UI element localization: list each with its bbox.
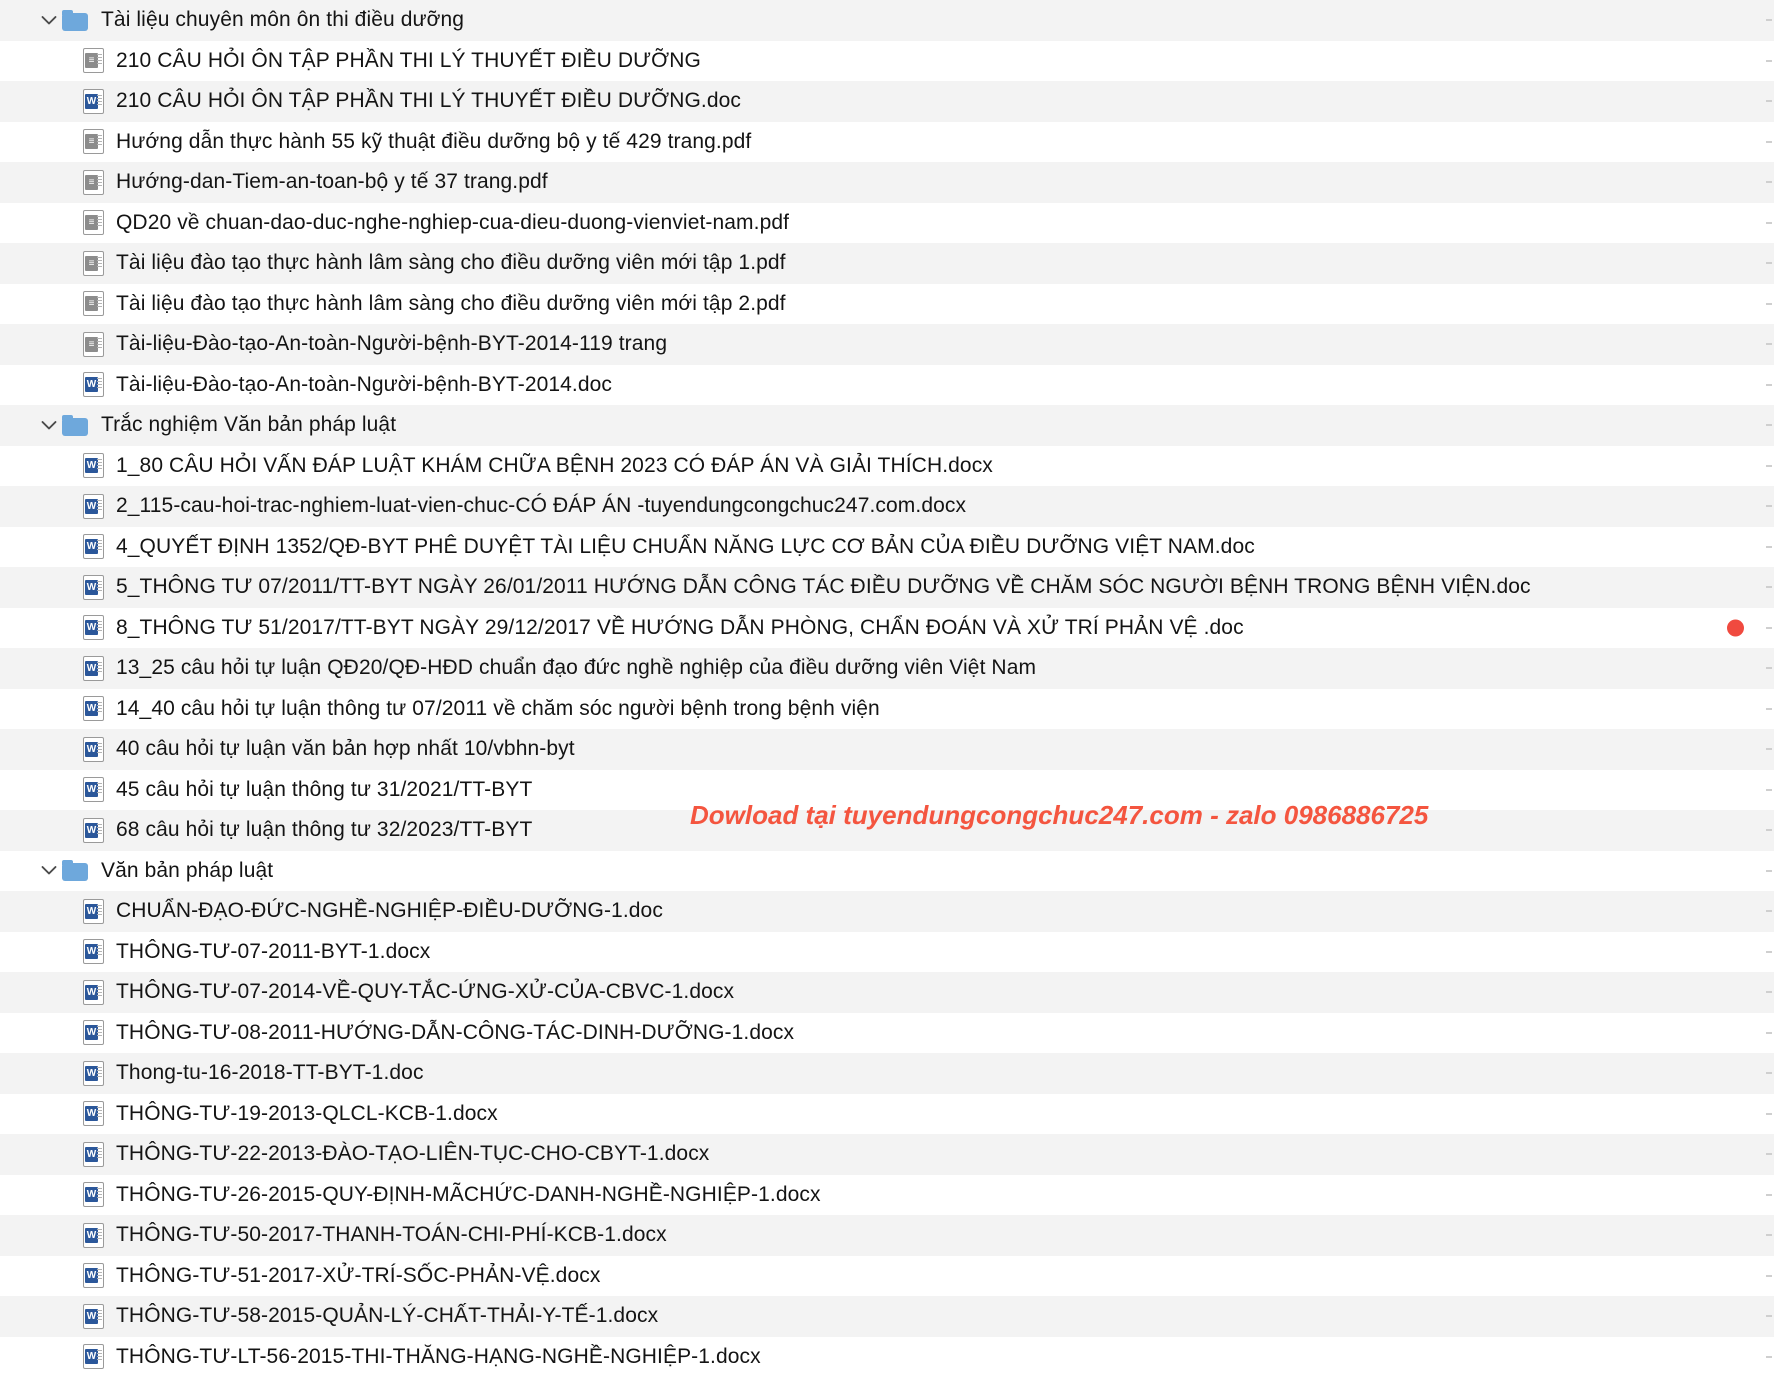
file-name-label: THÔNG-TƯ-19-2013-QLCL-KCB-1.docx [116,1101,498,1125]
row-edge-mark [1766,141,1772,143]
row-edge-mark [1766,667,1772,669]
row-edge-mark [1766,910,1772,912]
row-edge-mark [1766,384,1772,386]
watermark-text: Dowload tại tuyendungcongchuc247.com - zalo 0986886725 [690,800,1429,830]
row-edge-mark [1766,1315,1772,1317]
file-row[interactable] [0,1296,1774,1337]
chevron-down-icon[interactable] [36,15,62,26]
file-row[interactable] [0,1337,1774,1378]
row-edge-mark [1766,1356,1772,1358]
word-document-icon: W [83,1020,104,1045]
file-row[interactable] [0,1134,1774,1175]
file-row[interactable] [0,81,1774,122]
file-name-label: Hướng dẫn thực hành 55 kỹ thuật điều dưỡng bộ y tế 429 trang.pdf [116,129,752,153]
folder-label: Tài liệu chuyên môn ôn thi điều dưỡng [101,8,465,32]
file-row[interactable] [0,648,1774,689]
folder-icon [62,10,88,31]
file-name-label: Hướng-dan-Tiem-an-toan-bộ y tế 37 trang.pdf [116,170,548,194]
file-name-label: THÔNG-TƯ-26-2015-QUY-ĐỊNH-MÃCHỨC-DANH-NGHỀ-NGHIỆP-1.docx [116,1182,821,1206]
file-name-label: 210 CÂU HỎI ÔN TẬP PHẦN THI LÝ THUYẾT ĐIỀU DƯỠNG [116,48,701,72]
file-name-label: CHUẨN-ĐẠO-ĐỨC-NGHỀ-NGHIỆP-ĐIỀU-DƯỠNG-1.doc [116,899,663,923]
sync-error-status-icon[interactable] [1727,619,1744,636]
file-name-label: 5_THÔNG TƯ 07/2011/TT-BYT NGÀY 26/01/2011 HƯỚNG DẪN CÔNG TÁC ĐIỀU DƯỠNG VỀ CHĂM SÓC NGƯỜI BỆNH TRONG BỆNH VIỆN.doc [116,575,1531,599]
row-edge-mark [1766,465,1772,467]
file-name-label: THÔNG-TƯ-07-2014-VỀ-QUY-TẮC-ỨNG-XỬ-CỦA-CBVC-1.docx [116,980,735,1004]
file-row[interactable] [0,1094,1774,1135]
word-document-icon: W [83,656,104,681]
row-edge-mark [1766,789,1772,791]
row-edge-mark [1766,1032,1772,1034]
word-document-icon: W [83,1182,104,1207]
row-edge-mark [1766,343,1772,345]
word-document-icon: W [83,1061,104,1086]
file-name-label: THÔNG-TƯ-50-2017-THANH-TOÁN-CHI-PHÍ-KCB-1.docx [116,1223,667,1247]
folder-label: Trắc nghiệm Văn bản pháp luật [101,413,397,437]
row-edge-mark [1766,1194,1772,1196]
row-edge-mark [1766,60,1772,62]
word-document-icon: W [83,696,104,721]
row-edge-mark [1766,100,1772,102]
file-row[interactable] [0,486,1774,527]
file-row[interactable] [0,365,1774,406]
row-edge-mark [1766,1153,1772,1155]
folder-icon [62,415,88,436]
word-document-icon: W [83,534,104,559]
row-edge-mark [1766,991,1772,993]
word-document-icon: W [83,453,104,478]
file-row[interactable] [0,1053,1774,1094]
word-document-icon: W [83,372,104,397]
pdf-document-icon: ≡ [83,332,104,357]
file-name-label: 210 CÂU HỎI ÔN TẬP PHẦN THI LÝ THUYẾT ĐIỀU DƯỠNG.doc [116,89,742,113]
file-name-label: 14_40 câu hỏi tự luận thông tư 07/2011 về chăm sóc người bệnh trong bệnh viện [116,696,880,720]
row-edge-mark [1766,829,1772,831]
file-row[interactable] [0,1256,1774,1297]
folder-row[interactable] [0,0,1774,41]
file-name-label: 2_115-cau-hoi-trac-nghiem-luat-vien-chuc-CÓ ĐÁP ÁN -tuyendungcongchuc247.com.docx [116,494,967,518]
file-row[interactable] [0,324,1774,365]
chevron-down-icon[interactable] [36,865,62,876]
row-edge-mark [1766,1234,1772,1236]
file-name-label: 4_QUYẾT ĐỊNH 1352/QĐ-BYT PHÊ DUYỆT TÀI LIỆU CHUẨN NĂNG LỰC CƠ BẢN CỦA ĐIỀU DƯỠNG VIỆT NAM.doc [116,534,1255,558]
file-name-label: THÔNG-TƯ-22-2013-ĐÀO-TẠO-LIÊN-TỤC-CHO-CBYT-1.docx [116,1142,710,1166]
file-name-label: 40 câu hỏi tự luận văn bản hợp nhất 10/vbhn-byt [116,737,575,761]
file-name-label: QD20 về chuan-dao-duc-nghe-nghiep-cua-dieu-duong-vienviet-nam.pdf [116,210,790,234]
folder-row[interactable] [0,405,1774,446]
row-edge-mark [1766,951,1772,953]
row-edge-mark [1766,505,1772,507]
file-name-label: THÔNG-TƯ-LT-56-2015-THI-THĂNG-HẠNG-NGHỀ-NGHIỆP-1.docx [116,1344,761,1368]
file-row[interactable] [0,972,1774,1013]
row-edge-mark [1766,181,1772,183]
chevron-down-icon[interactable] [36,420,62,431]
row-edge-mark [1766,424,1772,426]
file-name-label: Tài liệu đào tạo thực hành lâm sàng cho điều dưỡng viên mới tập 1.pdf [116,251,786,275]
file-row[interactable] [0,284,1774,325]
file-name-label: 1_80 CÂU HỎI VẤN ĐÁP LUẬT KHÁM CHỮA BỆNH 2023 CÓ ĐÁP ÁN VÀ GIẢI THÍCH.docx [116,453,993,477]
file-row[interactable] [0,1215,1774,1256]
word-document-icon: W [83,777,104,802]
row-edge-mark [1766,708,1772,710]
word-document-icon: W [83,1263,104,1288]
word-document-icon: W [83,1304,104,1329]
file-name-label: Tài-liệu-Đào-tạo-An-toàn-Người-bệnh-BYT-2014-119 trang [116,332,668,356]
file-row[interactable] [0,527,1774,568]
pdf-document-icon: ≡ [83,291,104,316]
file-row[interactable] [0,41,1774,82]
file-name-label: Thong-tu-16-2018-TT-BYT-1.doc [116,1061,424,1085]
row-edge-mark [1766,222,1772,224]
file-name-label: 13_25 câu hỏi tự luận QĐ20/QĐ-HĐD chuẩn đạo đức nghề nghiệp của điều dưỡng viên Việt Nam [116,656,1037,680]
pdf-document-icon: ≡ [83,129,104,154]
word-document-icon: W [83,1142,104,1167]
word-document-icon: W [83,1223,104,1248]
file-row[interactable] [0,608,1774,649]
pdf-document-icon: ≡ [83,251,104,276]
row-edge-mark [1766,1275,1772,1277]
row-edge-mark [1766,546,1772,548]
folder-row[interactable] [0,851,1774,892]
row-edge-mark [1766,1072,1772,1074]
word-document-icon: W [83,89,104,114]
file-row[interactable] [0,1013,1774,1054]
word-document-icon: W [83,494,104,519]
row-edge-mark [1766,19,1772,21]
file-name-label: THÔNG-TƯ-08-2011-HƯỚNG-DẪN-CÔNG-TÁC-DINH-DƯỠNG-1.docx [116,1020,795,1044]
file-name-label: THÔNG-TƯ-51-2017-XỬ-TRÍ-SỐC-PHẢN-VỆ.docx [116,1263,601,1287]
file-name-label: THÔNG-TƯ-07-2011-BYT-1.docx [116,939,431,963]
word-document-icon: W [83,939,104,964]
file-row[interactable] [0,891,1774,932]
file-name-label: Tài liệu đào tạo thực hành lâm sàng cho điều dưỡng viên mới tập 2.pdf [116,291,786,315]
file-row[interactable] [0,162,1774,203]
word-document-icon: W [83,980,104,1005]
file-row[interactable] [0,446,1774,487]
row-edge-mark [1766,627,1772,629]
word-document-icon: W [83,615,104,640]
file-name-label: 68 câu hỏi tự luận thông tư 32/2023/TT-BYT [116,818,533,842]
file-row[interactable] [0,203,1774,244]
file-row[interactable] [0,243,1774,284]
row-edge-mark [1766,303,1772,305]
word-document-icon: W [83,1344,104,1369]
word-document-icon: W [83,737,104,762]
folder-icon [62,860,88,881]
row-edge-mark [1766,1113,1772,1115]
file-row[interactable] [0,567,1774,608]
row-edge-mark [1766,748,1772,750]
pdf-document-icon: ≡ [83,170,104,195]
file-row[interactable] [0,1175,1774,1216]
file-row[interactable] [0,122,1774,163]
row-edge-mark [1766,870,1772,872]
file-name-label: 45 câu hỏi tự luận thông tư 31/2021/TT-BYT [116,777,533,801]
file-name-label: 8_THÔNG TƯ 51/2017/TT-BYT NGÀY 29/12/2017 VỀ HƯỚNG DẪN PHÒNG, CHẨN ĐOÁN VÀ XỬ TRÍ PHẢN VỆ .doc [116,615,1244,639]
folder-label: Văn bản pháp luật [101,858,274,882]
row-edge-mark [1766,262,1772,264]
word-document-icon: W [83,818,104,843]
file-row[interactable] [0,932,1774,973]
word-document-icon: W [83,899,104,924]
word-document-icon: W [83,1101,104,1126]
pdf-document-icon: ≡ [83,48,104,73]
pdf-document-icon: ≡ [83,210,104,235]
file-row[interactable] [0,689,1774,730]
row-edge-mark [1766,586,1772,588]
file-row[interactable] [0,729,1774,770]
word-document-icon: W [83,575,104,600]
file-name-label: Tài-liệu-Đào-tạo-An-toàn-Người-bệnh-BYT-2014.doc [116,372,613,396]
file-name-label: THÔNG-TƯ-58-2015-QUẢN-LÝ-CHẤT-THẢI-Y-TẾ-1.docx [116,1304,659,1328]
